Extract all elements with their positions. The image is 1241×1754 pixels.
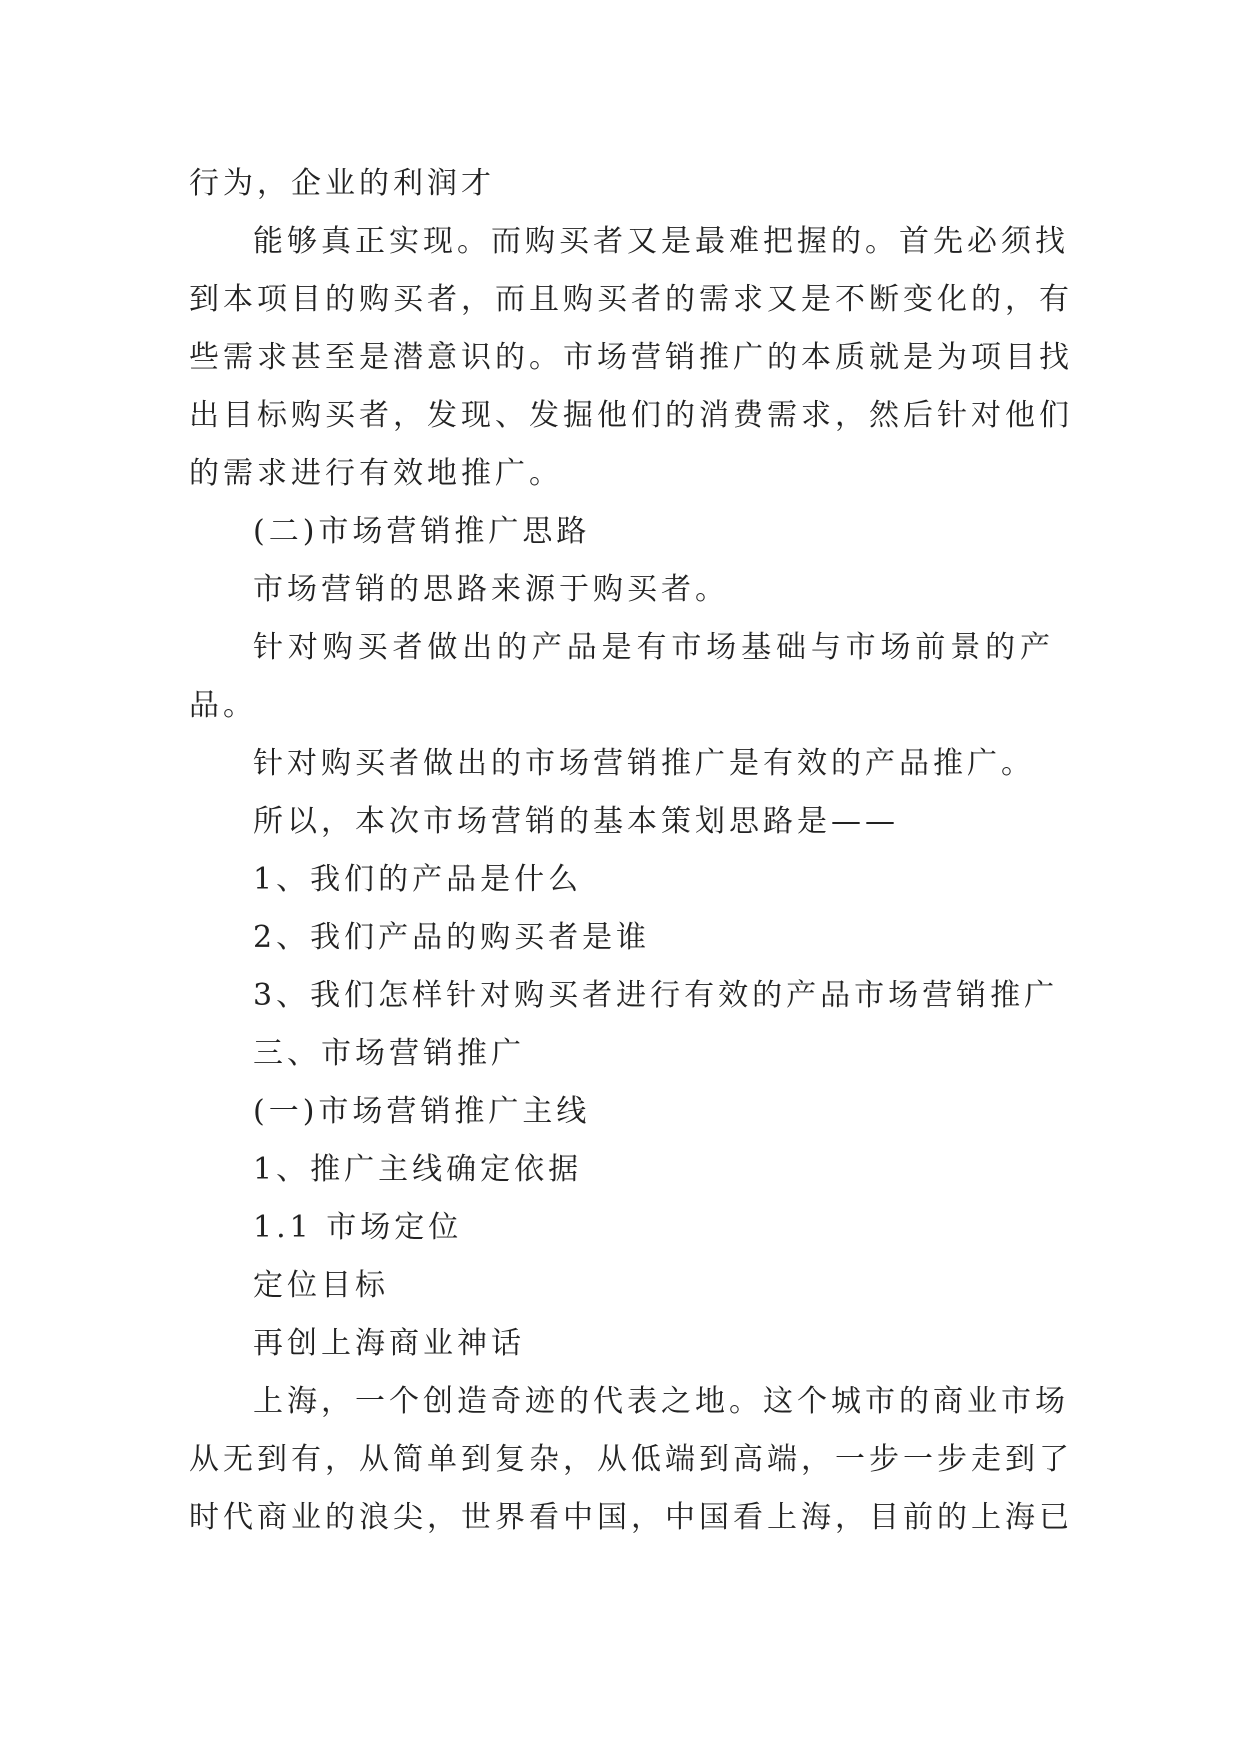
section-heading: 三、市场营销推广 <box>253 1036 525 1071</box>
text-line: 再创上海商业神话 <box>253 1326 525 1361</box>
text-line: 行为，企业的利润才 <box>189 166 495 201</box>
text-line: 市场营销的思路来源于购买者。 <box>253 572 729 607</box>
text-line: 时代商业的浪尖，世界看中国，中国看上海，目前的上海已 <box>189 1500 1073 1535</box>
subsection-heading: 1、推广主线确定依据 <box>253 1152 583 1187</box>
text-line: 的需求进行有效地推广。 <box>189 456 563 491</box>
text-line: 定位目标 <box>253 1268 389 1303</box>
text-line: 所以，本次市场营销的基本策划思路是—— <box>253 804 899 839</box>
text-line: 针对购买者做出的市场营销推广是有效的产品推广。 <box>253 746 1035 781</box>
list-item: 3、我们怎样针对购买者进行有效的产品市场营销推广 <box>253 978 1059 1013</box>
section-heading: (二)市场营销推广思路 <box>253 514 591 549</box>
text-line: 品。 <box>189 688 257 723</box>
text-line: 从无到有，从简单到复杂，从低端到高端，一步一步走到了 <box>189 1442 1073 1477</box>
text-line: 能够真正实现。而购买者又是最难把握的。首先必须找 <box>253 224 1069 259</box>
section-heading: (一)市场营销推广主线 <box>253 1094 591 1129</box>
list-item: 2、我们产品的购买者是谁 <box>253 920 651 955</box>
text-line: 上海，一个创造奇迹的代表之地。这个城市的商业市场 <box>253 1384 1069 1419</box>
text-line: 针对购买者做出的产品是有市场基础与市场前景的产 <box>253 630 1054 665</box>
text-line: 出目标购买者，发现、发掘他们的消费需求，然后针对他们 <box>189 398 1073 433</box>
body-text <box>189 155 1073 1547</box>
list-item: 1、我们的产品是什么 <box>253 862 583 897</box>
text-line: 些需求甚至是潜意识的。市场营销推广的本质就是为项目找 <box>189 340 1073 375</box>
text-line: 到本项目的购买者，而且购买者的需求又是不断变化的，有 <box>189 282 1073 317</box>
subsection-heading: 1.1 市场定位 <box>253 1210 463 1245</box>
